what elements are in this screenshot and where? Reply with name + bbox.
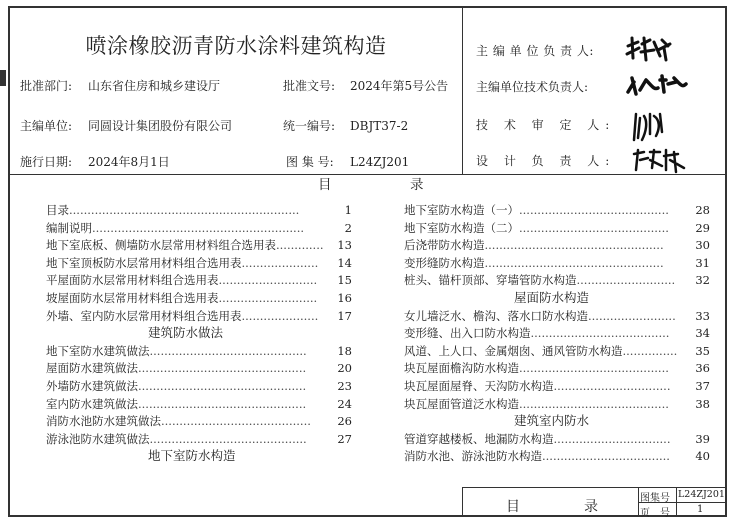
- toc-entry[interactable]: [404, 203, 710, 217]
- toc-leader-dots: ...............: [622, 343, 678, 358]
- toc-entry[interactable]: [404, 379, 710, 393]
- toc-entry[interactable]: [46, 379, 352, 393]
- toc-leader-dots: ................................: [553, 379, 671, 393]
- toc-entry-title: 块瓦屋面管道泛水构造: [404, 396, 519, 411]
- toc-entry-page: 38: [692, 397, 710, 411]
- toc-entry[interactable]: [404, 344, 710, 358]
- toc-leader-dots: .....................: [241, 308, 319, 323]
- toc-entry-page: 15: [334, 273, 352, 287]
- toc-entry-title: 外墙防水建筑做法: [46, 379, 138, 393]
- toc-entry-title: 后浇带防水构造: [404, 238, 485, 253]
- atlas-no-label: 图 集 号:: [286, 155, 334, 169]
- toc-entry[interactable]: [46, 273, 352, 287]
- toc-entry-title: 变形缝、出入口防水构造: [404, 326, 531, 341]
- toc-entry[interactable]: [404, 432, 710, 446]
- toc-leader-dots: ...........................: [218, 291, 318, 305]
- toc-entry[interactable]: [46, 344, 352, 358]
- toc-entry[interactable]: [46, 291, 352, 305]
- toc-heading-left: 目: [318, 177, 332, 193]
- toc-entry-title: 变形缝防水构造: [404, 255, 485, 270]
- toc-leader-dots: ........................: [588, 308, 676, 323]
- toc-entry[interactable]: [46, 238, 352, 252]
- unified-no-label: 统一编号:: [283, 119, 336, 133]
- effective-date-value: 2024年8月1日: [88, 155, 170, 169]
- signature-chief-unit-head: [624, 34, 672, 64]
- toc-entry-page: 32: [692, 273, 710, 287]
- technical-reviewer-label: 技 术 审 定 人:: [476, 118, 616, 132]
- toc-section-heading: 地下室防水构造: [148, 448, 236, 464]
- toc-entry-page: 27: [334, 432, 352, 446]
- toc-leader-dots: ...........................: [218, 273, 318, 288]
- toc-entry-page: 17: [334, 309, 352, 323]
- title-block-atlas-value: L24ZJ201: [678, 489, 725, 500]
- toc-entry-page: 26: [334, 414, 352, 428]
- toc-entry-page: 20: [334, 361, 352, 375]
- toc-entry-title: 地下室底板、侧墙防水层常用材料组合选用表: [46, 238, 276, 253]
- toc-entry-title: 桩头、锚杆顶部、穿墙管防水构造: [404, 273, 577, 288]
- toc-entry-page: 37: [692, 379, 710, 393]
- title-block-page-label: 页 号: [640, 508, 670, 519]
- toc-entry[interactable]: [46, 221, 352, 235]
- toc-leader-dots: .....................: [241, 255, 319, 270]
- toc-entry-page: 33: [692, 309, 710, 323]
- toc-leader-dots: ...........................: [576, 273, 676, 288]
- signature-design-head: [630, 146, 688, 174]
- toc-entry-title: 块瓦屋面屋脊、天沟防水构造: [404, 379, 554, 393]
- toc-entry[interactable]: [404, 397, 710, 411]
- toc-entry-title: 游泳池防水建筑做法: [46, 431, 150, 446]
- toc-entry[interactable]: [404, 221, 710, 235]
- toc-leader-dots: ..............................................: [138, 396, 307, 411]
- toc-leader-dots: .................................................: [484, 238, 664, 253]
- approval-dept-label: 批准部门:: [20, 79, 73, 93]
- editor-unit-label: 主编单位:: [20, 119, 73, 133]
- toc-leader-dots: .............: [276, 238, 324, 253]
- toc-leader-dots: ..........................................................: [92, 220, 305, 235]
- title-block-top: [462, 487, 726, 488]
- toc-leader-dots: .........................................: [519, 203, 669, 217]
- approval-no-label: 批准文号:: [283, 79, 336, 93]
- approval-no-value: 2024年第5号公告: [350, 79, 449, 93]
- left-edge-mark: [0, 70, 6, 86]
- toc-entry-page: 28: [692, 203, 710, 217]
- toc-entry-page: 31: [692, 256, 710, 270]
- toc-entry[interactable]: [404, 361, 710, 375]
- frame-left: [8, 6, 10, 517]
- toc-entry-title: 坡屋面防水层常用材料组合选用表: [46, 291, 219, 305]
- toc-entry-title: 风道、上人口、金属烟囱、通风管防水构造: [404, 343, 623, 358]
- toc-entry[interactable]: [46, 397, 352, 411]
- toc-leader-dots: ..............................................: [138, 361, 307, 376]
- toc-entry[interactable]: [404, 309, 710, 323]
- toc-section-heading: 建筑防水做法: [148, 325, 224, 341]
- toc-entry[interactable]: [404, 449, 710, 463]
- title-block-left: [462, 487, 463, 516]
- toc-entry-page: 39: [692, 432, 710, 446]
- toc-entry-title: 室内防水建筑做法: [46, 396, 138, 411]
- toc-entry-page: 23: [334, 379, 352, 393]
- toc-entry[interactable]: [46, 432, 352, 446]
- approval-dept-value: 山东省住房和城乡建设厅: [88, 79, 221, 93]
- title-block-atlas-label: 图集号: [640, 493, 670, 504]
- toc-leader-dots: ..............................................: [138, 379, 307, 393]
- toc-entry-title: 地下室防水构造（二）: [404, 220, 519, 235]
- frame-right: [725, 6, 727, 517]
- frame-top: [8, 6, 726, 8]
- toc-section-heading: 屋面防水构造: [514, 290, 590, 305]
- frame-bottom: [8, 515, 726, 517]
- design-head-label: 设 计 负 责 人:: [476, 154, 616, 168]
- toc-entry-title: 屋面防水建筑做法: [46, 361, 138, 376]
- toc-leader-dots: ......................................: [530, 326, 670, 341]
- toc-entry-page: 16: [334, 291, 352, 305]
- atlas-no-value: L24ZJ201: [350, 155, 410, 169]
- toc-entry-page: 40: [692, 449, 710, 463]
- toc-entry[interactable]: [404, 273, 710, 287]
- toc-entry-page: 29: [692, 221, 710, 235]
- unified-no-value: DBJT37-2: [350, 119, 409, 133]
- signature-technical-reviewer: [630, 110, 666, 144]
- toc-leader-dots: .................................................: [484, 255, 664, 270]
- toc-entry-title: 地下室防水构造（一）: [404, 203, 519, 217]
- toc-entry[interactable]: [46, 203, 352, 217]
- title-block-name-right: 录: [584, 499, 598, 515]
- toc-leader-dots: .........................................: [519, 220, 669, 235]
- toc-entry[interactable]: [404, 256, 710, 270]
- toc-entry[interactable]: [46, 256, 352, 270]
- toc-leader-dots: .........................................: [519, 361, 669, 376]
- toc-entry-title: 消防水池防水建筑做法: [46, 414, 161, 429]
- toc-entry[interactable]: [46, 361, 352, 375]
- chief-unit-tech-head-label: 主编单位技术负责人:: [476, 80, 589, 94]
- editor-unit-value: 同圆设计集团股份有限公司: [88, 119, 233, 133]
- toc-entry-page: 36: [692, 361, 710, 375]
- toc-entry-title: 外墙、室内防水层常用材料组合选用表: [46, 308, 242, 323]
- toc-leader-dots: ................................: [553, 431, 671, 446]
- toc-heading-right: 录: [410, 177, 424, 193]
- toc-entry-title: 编制说明: [46, 220, 92, 235]
- toc-entry-page: 18: [334, 344, 352, 358]
- toc-leader-dots: ...............................................................: [69, 203, 300, 217]
- toc-entry-title: 女儿墙泛水、檐沟、落水口防水构造: [404, 308, 588, 323]
- toc-entry-title: 消防水池、游泳池防水构造: [404, 449, 542, 464]
- header-bottom-line: [8, 174, 726, 175]
- toc-entry-title: 管道穿越楼板、地漏防水构造: [404, 431, 554, 446]
- document-title: 喷涂橡胶沥青防水涂料建筑构造: [85, 34, 387, 58]
- toc-leader-dots: ...................................: [542, 449, 670, 464]
- toc-leader-dots: .........................................: [161, 414, 311, 429]
- toc-entry-title: 平屋面防水层常用材料组合选用表: [46, 273, 219, 288]
- header-divider: [462, 6, 463, 175]
- title-block-page-value: 1: [697, 504, 704, 515]
- signature-chief-unit-tech-head: [624, 72, 690, 100]
- toc-entry[interactable]: [46, 309, 352, 323]
- effective-date-label: 施行日期:: [20, 155, 73, 169]
- title-block-name-left: 目: [506, 499, 520, 515]
- toc-entry-page: 13: [334, 238, 352, 252]
- toc-entry-page: 14: [334, 256, 352, 270]
- toc-entry[interactable]: [404, 326, 710, 340]
- toc-entry[interactable]: [46, 414, 352, 428]
- toc-entry-page: 35: [692, 344, 710, 358]
- toc-leader-dots: ...........................................: [149, 431, 307, 446]
- toc-entry-page: 2: [342, 221, 352, 235]
- toc-entry-title: 目录: [46, 203, 69, 217]
- toc-section-heading: 建筑室内防水: [514, 413, 590, 429]
- toc-leader-dots: .........................................: [519, 396, 669, 411]
- toc-entry-page: 1: [342, 203, 352, 217]
- toc-entry-page: 30: [692, 238, 710, 252]
- toc-entry[interactable]: [404, 238, 710, 252]
- toc-entry-title: 地下室顶板防水层常用材料组合选用表: [46, 255, 242, 270]
- toc-entry-page: 24: [334, 397, 352, 411]
- chief-unit-head-label: 主 编 单 位 负 责 人:: [476, 44, 594, 58]
- toc-entry-title: 地下室防水建筑做法: [46, 343, 150, 358]
- toc-entry-page: 34: [692, 326, 710, 340]
- toc-leader-dots: ...........................................: [149, 343, 307, 358]
- toc-entry-title: 块瓦屋面檐沟防水构造: [404, 361, 519, 376]
